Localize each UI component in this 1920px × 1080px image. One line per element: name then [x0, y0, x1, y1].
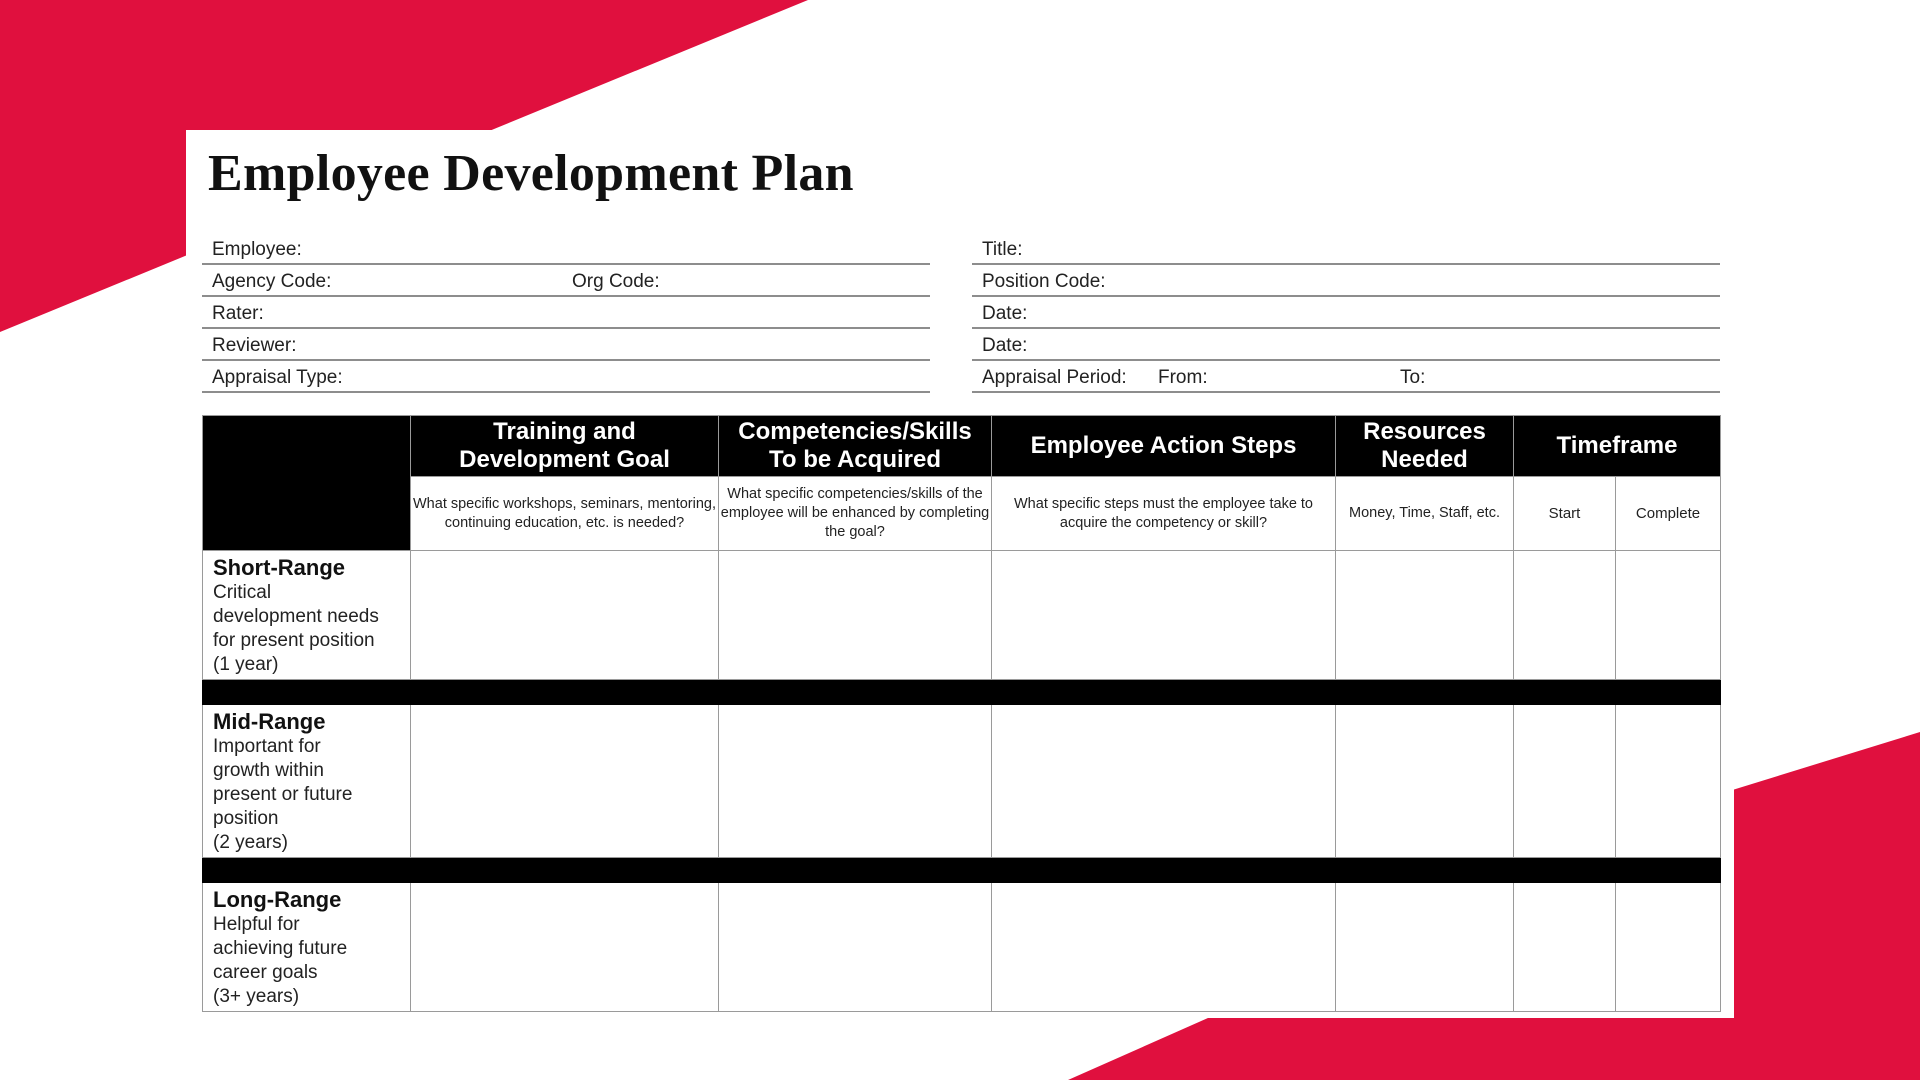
table-header-row — [203, 416, 1721, 477]
position-info-fields — [972, 234, 1720, 394]
corner-cell — [203, 416, 411, 551]
long-range-label-cell — [203, 883, 411, 1012]
table-row-long-range — [203, 883, 1721, 1012]
subheader-goal: What specific workshops, seminars, mentoring, continuing education, etc. is needed? — [411, 477, 719, 551]
long-range-desc: Helpful for achieving future career goals (3+ years) — [213, 914, 348, 1007]
agency-code-label: Agency Code: — [212, 271, 332, 292]
header-resources: Resources Needed — [1336, 416, 1514, 477]
header-goal: Training and Development Goal — [411, 416, 719, 477]
date-field-1[interactable] — [972, 298, 1720, 329]
rater-label: Rater: — [212, 303, 264, 324]
title-label: Title: — [982, 239, 1023, 260]
table-row-short-range — [203, 551, 1721, 680]
date-field-2[interactable] — [972, 330, 1720, 361]
mid-range-action-cell[interactable] — [992, 705, 1336, 858]
short-range-competencies-cell[interactable] — [719, 551, 992, 680]
long-range-start-cell[interactable] — [1514, 883, 1616, 1012]
short-range-action-cell[interactable] — [992, 551, 1336, 680]
mid-range-complete-cell[interactable] — [1616, 705, 1721, 858]
long-range-goal-cell[interactable] — [411, 883, 719, 1012]
mid-range-resources-cell[interactable] — [1336, 705, 1514, 858]
mid-range-competencies-cell[interactable] — [719, 705, 992, 858]
reviewer-label: Reviewer: — [212, 335, 297, 356]
long-range-title: Long-Range — [213, 887, 342, 912]
mid-range-title: Mid-Range — [213, 709, 326, 734]
appraisal-period-label: Appraisal Period: — [982, 367, 1127, 388]
mid-range-start-cell[interactable] — [1514, 705, 1616, 858]
development-plan-table — [202, 415, 1721, 1012]
agency-code-field[interactable] — [202, 266, 930, 297]
short-range-label-cell — [203, 551, 411, 680]
subheader-start: Start — [1514, 477, 1616, 551]
position-code-field[interactable] — [972, 266, 1720, 297]
short-range-title: Short-Range — [213, 555, 345, 580]
mid-range-label-cell — [203, 705, 411, 858]
appraisal-type-field[interactable] — [202, 362, 930, 393]
employee-label: Employee: — [212, 239, 302, 260]
short-range-resources-cell[interactable] — [1336, 551, 1514, 680]
date-label-1: Date: — [982, 303, 1028, 324]
header-competencies: Competencies/Skills To be Acquired — [719, 416, 992, 477]
appraisal-type-label: Appraisal Type: — [212, 367, 343, 388]
subheader-action-steps: What specific steps must the employee take to acquire the competency or skill? — [992, 477, 1336, 551]
long-range-competencies-cell[interactable] — [719, 883, 992, 1012]
row-separator — [203, 858, 1721, 883]
subheader-competencies: What specific competencies/skills of the employee will be enhanced by completing the goal? — [719, 477, 992, 551]
subheader-complete: Complete — [1616, 477, 1721, 551]
short-range-goal-cell[interactable] — [411, 551, 719, 680]
table-subheader-row — [203, 477, 1721, 551]
to-label: To: — [1400, 367, 1426, 388]
short-range-start-cell[interactable] — [1514, 551, 1616, 680]
subheader-resources: Money, Time, Staff, etc. — [1336, 477, 1514, 551]
short-range-complete-cell[interactable] — [1616, 551, 1721, 680]
position-code-label: Position Code: — [982, 271, 1106, 292]
employee-info-fields — [202, 234, 930, 394]
row-separator — [203, 680, 1721, 705]
from-label: From: — [1158, 367, 1208, 388]
reviewer-field[interactable] — [202, 330, 930, 361]
document-page — [186, 130, 1734, 1018]
date-label-2: Date: — [982, 335, 1028, 356]
short-range-desc: Critical development needs for present position (1 year) — [213, 582, 379, 675]
mid-range-desc: Important for growth within present or future position (2 years) — [213, 736, 353, 853]
title-field[interactable] — [972, 234, 1720, 265]
long-range-complete-cell[interactable] — [1616, 883, 1721, 1012]
header-action-steps: Employee Action Steps — [992, 416, 1336, 477]
rater-field[interactable] — [202, 298, 930, 329]
appraisal-period-field[interactable] — [972, 362, 1720, 393]
page-title: Employee Development Plan — [208, 145, 854, 202]
long-range-action-cell[interactable] — [992, 883, 1336, 1012]
employee-field[interactable] — [202, 234, 930, 265]
mid-range-goal-cell[interactable] — [411, 705, 719, 858]
header-timeframe: Timeframe — [1514, 416, 1721, 477]
org-code-label: Org Code: — [572, 271, 660, 292]
table-row-mid-range — [203, 705, 1721, 858]
long-range-resources-cell[interactable] — [1336, 883, 1514, 1012]
